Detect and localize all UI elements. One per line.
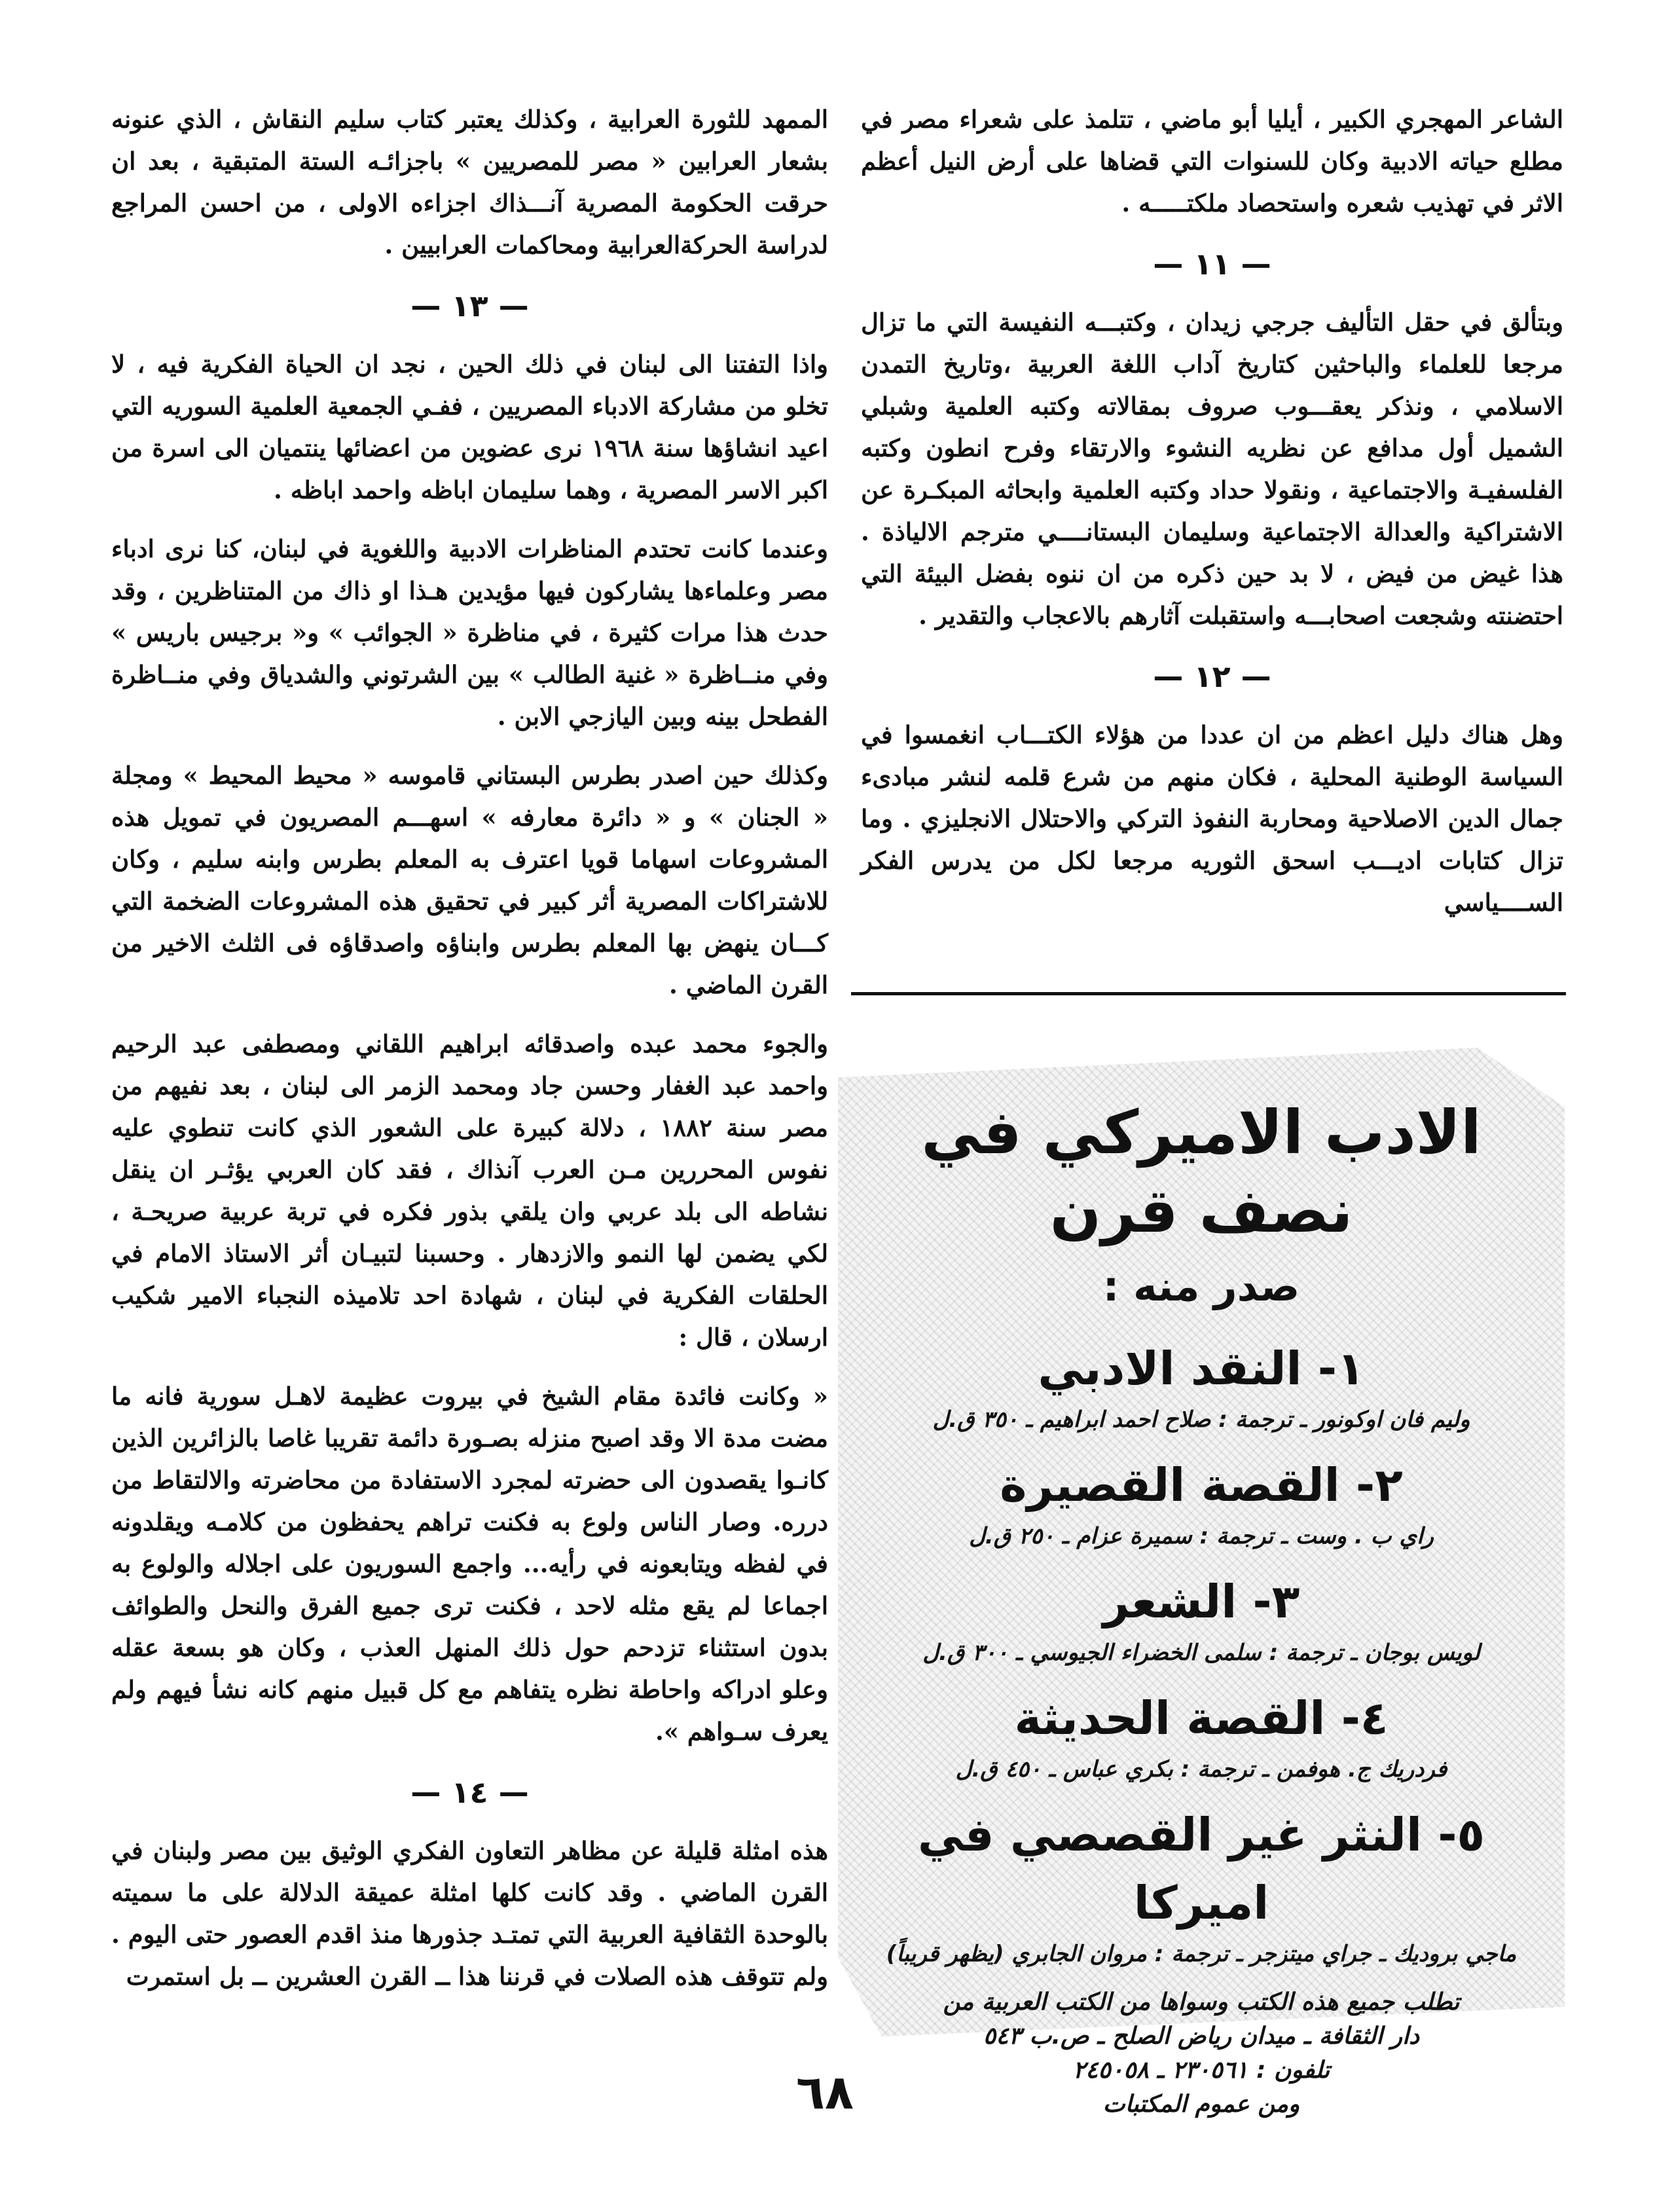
advertisement-footer <box>864 1985 1538 2122</box>
book-item <box>864 1335 1538 1437</box>
book-item <box>864 1801 1538 1971</box>
paragraph-intro-left: الممهد للثورة العرابية ، وكذلك يعتبر كتاب سليم النقاش ، الذي عنونه بشعار العرابين « مصر للمصريين » باجزائـه الستة المتبقية ، بعد ان حرقت الحكومة المصرية آنـــذاك اجزاءه الاولى ، من احسن المراجع لدراسة الحركةالعرابية ومحاكمات العرابيين . <box>111 105 828 259</box>
advertisement-subtitle: صدر منه : <box>1102 1263 1300 1310</box>
book-detail: وليم فان اوكونور ـ ترجمة : صلاح احمد ابراهيم ـ ٣٥٠ ق.ل <box>932 1407 1470 1433</box>
book-detail: ماجي بروديك ـ جراي ميتزجر ـ ترجمة : مروان الجابري (يظهر قريباً) <box>886 1941 1517 1967</box>
book-title: ٣- الشعر <box>1102 1575 1300 1629</box>
book-title: ٤- القصة الحديثة <box>1014 1691 1389 1745</box>
section-number-14: — ١٤ — <box>410 1775 529 1810</box>
quotation-paragraph: « وكانت فائدة مقام الشيخ في بيروت عظيمة لاهـل سورية فانه ما مضت مدة الا وقد اصبح منزله بصـورة دائمة تقريبا غاصا بالزائرين الذين كانـوا يقصدون الى حضرته لمجرد الاستفادة من محاضرته والالتقاط من درره. وصار الناس ولوع به فكنت تراهم يحفظون من كلامـه ويقلدونه في لفظه ويتابعونه في رأيه... واجمع السوريون على اجلاله والولوع به اجماعا لم يقع مثله لاحد ، فكنت ترى جميع الفرق والنحل والطوائف بدون استثناء تزدحم حول ذلك المنهل العذب ، وكان هو بسعة عقله وعلو ادراكه واحاطة نظره يتفاهم مع كل قبيل منهم كانه نشأ فيهم ولم يعرف سـواهم ». <box>111 1382 828 1746</box>
footer-bookshops-line: ومن عموم المكتبات <box>1102 2091 1300 2118</box>
book-detail: فردريك ج. هوفمن ـ ترجمة : بكري عباس ـ ٤٥٠ ق.ل <box>955 1756 1447 1782</box>
book-item <box>864 1451 1538 1553</box>
footer-order-line: تطلب جميع هذه الكتب وسواها من الكتب العربية من <box>943 1989 1460 2016</box>
book-advertisement <box>838 1048 1565 2118</box>
book-title: ١- النقد الادبي <box>1038 1342 1365 1395</box>
paragraph-intro-right: الشاعر المهجري الكبير ، أيليا أبو ماضي ، تتلمذ على شعراء مصر في مطلع حياته الادبية وكان للسنوات التي قضاها على أرض النيل أعظم الاثر في تهذيب شعره واستحصاد ملكتـــــه . <box>861 105 1563 217</box>
column-divider-rule <box>851 992 1566 995</box>
book-title: ٢- القصة القصيرة <box>1000 1458 1403 1512</box>
book-item <box>864 1568 1538 1670</box>
paragraph-section-14: هذه امثلة قليلة عن مظاهر التعاون الفكري الوثيق بين مصر ولبنان في القرن الماضي . وقد كانت كلها امثلة عميقة الدلالة على ما سميته بالوحدة الثقافية العربية التي تمتـد جذورها منذ اقدم العصور حتى اليوم . ولم تتوقف هذه الصلات في قرننا هذا ــ القرن العشرين ــ بل استمرت <box>111 1836 828 1991</box>
footer-phone-line: تلفون : ٢٣٠٥٦١ ـ ٢٤٥٠٥٨ <box>1072 2057 1330 2084</box>
book-detail: لويس بوجان ـ ترجمة : سلمى الخضراء الجيوسي ـ ٣٠٠ ق.ل <box>922 1640 1480 1666</box>
section-number-11: — ١١ — <box>1153 246 1271 282</box>
footer-address-line: دار الثقافة ـ ميدان رياض الصلح ـ ص.ب ٥٤٣ <box>983 2023 1420 2050</box>
section-number-12: — ١٢ — <box>1153 659 1271 694</box>
paragraph-section-13-d: والجوء محمد عبده واصدقائه ابراهيم اللقاني ومصطفى عبد الرحيم واحمد عبد الغفار وحسن جاد ومحمد الزمر الى لبنان ، بعد نفيهم من مصر سنة ١٨٨٢ ، دلالة كبيرة على الشعور الذي كانت تنطوي عليه نفوس المحررين مـن العرب آنذاك ، فقد كان العربي يؤثـر ان ينقل نشاطه الى بلد عربي وان يلقي بذور فكره في تربة عربية صريحـة ، لكي يضمن لها النمو والازدهار . وحسبنا لتبيـان أثر الاستاذ الامام في الحلقات الفكرية في لبنان ، شهادة احد تلاميذه النجباء الامير شكيب ارسلان ، قال : <box>111 1029 828 1352</box>
advertisement-title: الادب الاميركي في نصف قرن <box>921 1097 1482 1246</box>
book-item <box>864 1684 1538 1786</box>
left-column <box>111 98 828 2014</box>
paragraph-section-11: وبتألق في حقل التأليف جرجي زيدان ، وكتبـــه النفيسة التي ما تزال مرجعا للعلماء والباحثين كتاريخ آداب اللغة العربية ،وتاريخ التمدن الاسلامي ، ونذكر يعقـــوب صروف بمقالاته وكتبه العلمية وشبلي الشميل أول مدافع عن نظريه النشوء والارتقاء وفرح انطون وكتبه الفلسفيـة والاجتماعية ، ونقولا حداد وكتبه العلمية وابحاثه المبكـرة عن الاشتراكية والعدالة الاجتماعية وسليمان البستانــــي مترجم الالياذة . هذا غيض من فيض ، لا بد حين ذكره من ان ننوه بفضل البيئة التي احتضنته وشجعت اصحابـــه واستقبلت آثارهم بالاعجاب والتقدير . <box>861 308 1563 630</box>
book-detail: راي ب . وست ـ ترجمة : سميرة عزام ـ ٢٥٠ ق.ل <box>969 1523 1434 1549</box>
section-number-13: — ١٣ — <box>410 288 529 323</box>
paragraph-section-13-c: وكذلك حين اصدر بطرس البستاني قاموسه « محيط المحيط » ومجلة « الجنان » و « دائرة معارفه » اسهـــم المصريون في تمويل هذه المشروعات اسهاما قويا اعترف به المعلم بطرس وابنه سليم ، وكان للاشتراكات المصرية أثر كبير في تحقيق هذه المشروعات الضخمة التي كـــان ينهض بها المعلم بطرس وابناؤه واصدقاؤه فى الثلث الاخير من القرن الماضي . <box>111 761 828 999</box>
page-number: ٦٨ <box>796 2065 854 2120</box>
paragraph-section-13-a: واذا التفتنا الى لبنان في ذلك الحين ، نجد ان الحياة الفكرية فيه ، لا تخلو من مشاركة الادباء المصريين ، ففـي الجمعية العلمية السوريه التي اعيد انشاؤها سنة ١٩٦٨ نرى عضوين من اعضائها ينتميان الى اسرة من اكبر الاسر المصرية ، وهما سليمان اباظه واحمد اباظه . <box>111 350 828 504</box>
paragraph-section-13-b: وعندما كانت تحتدم المناظرات الادبية واللغوية في لبنان، كنا نرى ادباء مصر وعلماءها يشاركون فيها مؤيدين هـذا او ذاك من المتناظرين ، وقد حدث هذا مرات كثيرة ، في مناظرة « الجوائب » و« برجيس باريس » وفي منــاظرة « غنية الطالب » بين الشرتوني والشدياق وفي منــاظرة الفطحل بينه وبين اليازجي الابن . <box>111 534 828 731</box>
paragraph-section-12: وهل هناك دليل اعظم من ان عددا من هؤلاء الكتـــاب انغمسوا في السياسة الوطنية المحلية ، فكان منهم من شرع قلمه لنشر مبادىء جمال الدين الاصلاحية ومحاربة النفوذ التركي والاحتلال الانجليزي . وما تزال كتابات اديـــب اسحق الثوريه مرجعا لكل من يدرس الفكر الســــياسي <box>861 720 1563 917</box>
book-title: ٥- النثر غير القصصي في اميركا <box>917 1808 1485 1930</box>
right-column <box>861 98 1563 940</box>
